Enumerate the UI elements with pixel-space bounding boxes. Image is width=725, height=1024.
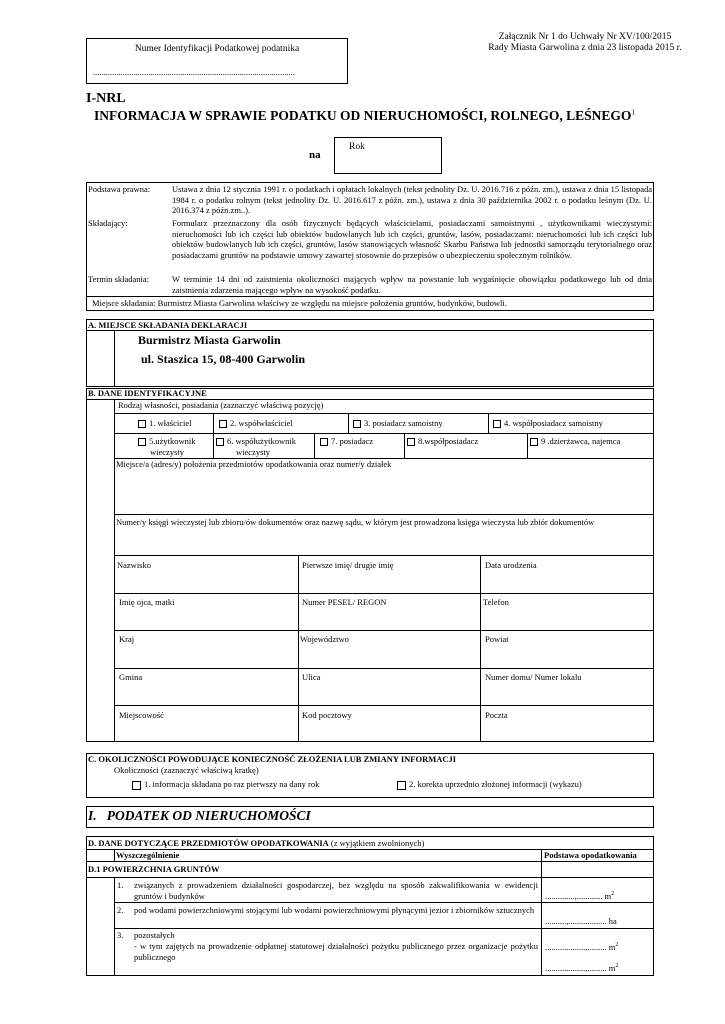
owner-option-1[interactable] bbox=[138, 418, 191, 429]
county-field[interactable]: Powiat bbox=[485, 634, 509, 644]
section-b-header: B. DANE IDENTYFIKACYJNE bbox=[88, 388, 207, 398]
year-field[interactable] bbox=[334, 137, 442, 174]
nip-box bbox=[86, 38, 348, 84]
circumstance-option-2-label: 2. korekta uprzednio złożonej informacji (wykazu) bbox=[409, 779, 582, 789]
house-number-field[interactable]: Numer domu/ Numer lokalu bbox=[485, 672, 582, 682]
pesel-field[interactable]: Numer PESEL/ REGON bbox=[302, 597, 387, 607]
row-value-field-2[interactable] bbox=[545, 961, 618, 973]
row-value: ...................,......... bbox=[545, 941, 609, 952]
section-c-sub: Okoliczności (zaznaczyć właściwą kratkę) bbox=[114, 765, 259, 775]
row-unit-sup: 2 bbox=[615, 963, 619, 969]
checkbox-icon bbox=[407, 438, 415, 446]
nip-label: Numer Identyfikacji Podatkowej podatnika bbox=[134, 44, 300, 54]
checkbox-icon bbox=[132, 781, 141, 790]
owner-option-3-label: 3. posiadacz samoistny bbox=[364, 418, 443, 428]
postal-code-field[interactable]: Kod pocztowy bbox=[302, 710, 352, 720]
filer-label: Składający: bbox=[88, 218, 128, 228]
owner-option-6[interactable] bbox=[216, 436, 296, 457]
register-field[interactable]: Numer/y księgi wieczystej lub zbioru/ów dokumentów oraz nazwę sądu, w którym jest prowadzona księga wieczysta lub zbiór dokumentów bbox=[116, 517, 595, 527]
row-unit: m bbox=[608, 941, 616, 952]
basis-label: Podstawa prawna: bbox=[88, 184, 151, 194]
owner-option-2-label: 2. współwłaściciel bbox=[230, 418, 293, 428]
circumstance-option-2[interactable] bbox=[397, 779, 582, 790]
owner-option-7[interactable] bbox=[320, 436, 373, 447]
owner-option-7-label: 7. posiadacz bbox=[331, 436, 374, 446]
owner-option-4-label: 4. współposiadacz samoistny bbox=[504, 418, 603, 428]
row-unit: m bbox=[608, 962, 616, 973]
phone-field[interactable]: Telefon bbox=[483, 597, 509, 607]
row-description: pozostałych bbox=[134, 930, 175, 940]
nip-input[interactable]: ............................................................................................... bbox=[93, 67, 295, 77]
city-field[interactable]: Miejscowość bbox=[119, 710, 164, 720]
basis-text: Ustawa z dnia 12 stycznia 1991 r. o podatkach i opłatach lokalnych (tekst jednolity Dz. U. 2016.716 z późn. zm.), ustawa z dnia 15 listopada 1984 r. o podatku rolnym (tekst jednolity Dz. U. 2016.617 z późn. zm.), ustawa z dnia 30 października 2002 r. o podatku leśnym (Dz. U. 2016.374 z późn.zm..). bbox=[172, 184, 652, 215]
surname-field[interactable]: Nazwisko bbox=[117, 560, 151, 570]
deadline-text: W terminie 14 dni od zaistnienia okoliczności mających wpływ na powstanie lub wygaśnięcie obowiązku podatkowego lub od dnia zaistnienia zdarzenia mającego wpływ na wysokość podatku. bbox=[172, 274, 652, 295]
owner-option-3[interactable] bbox=[353, 418, 443, 429]
row-unit-sup: 2 bbox=[615, 942, 619, 948]
checkbox-icon bbox=[320, 438, 328, 446]
owner-option-9-label: 9 .dzierżawca, najemca bbox=[541, 436, 621, 446]
row-value-field[interactable] bbox=[545, 889, 614, 901]
checkbox-icon bbox=[493, 420, 501, 428]
owner-option-9[interactable] bbox=[530, 436, 620, 447]
owner-option-8-label: 8.współposiadacz bbox=[418, 436, 479, 446]
row-unit: m bbox=[604, 890, 612, 901]
owner-option-5[interactable] bbox=[138, 436, 196, 457]
post-office-field[interactable]: Poczta bbox=[485, 710, 508, 720]
owner-option-1-label: 1. właściciel bbox=[149, 418, 192, 428]
owner-option-5-label: 5.użytkownik bbox=[149, 436, 196, 446]
place-text: Miejsce składania: Burmistrz Miasta Garwolina właściwy ze względu na miejsce położenia gruntów, budynków, budowli. bbox=[92, 298, 507, 308]
checkbox-icon bbox=[530, 438, 538, 446]
street-field[interactable]: Ulica bbox=[302, 672, 321, 682]
column-tax-base: Podstawa opodatkowania bbox=[544, 850, 637, 860]
checkbox-icon bbox=[138, 438, 146, 446]
first-names-field[interactable]: Pierwsze imię/ drugie imię bbox=[302, 560, 394, 570]
circumstance-option-1[interactable] bbox=[132, 779, 319, 790]
section-a-header: A. MIEJSCE SKŁADANIA DEKLARACJI bbox=[88, 320, 248, 330]
row-unit-sup: 2 bbox=[611, 891, 615, 897]
section-c-header: C. OKOLICZNOŚCI POWODUJĄCE KONIECZNOŚĆ ZŁOŻENIA LUB ZMIANY INFORMACJI bbox=[88, 754, 457, 764]
voivodeship-field[interactable]: Województwo bbox=[300, 634, 349, 644]
form-title bbox=[94, 108, 635, 124]
owner-option-6-label-2: wieczysty bbox=[236, 446, 270, 457]
row-number: 2. bbox=[117, 905, 124, 915]
row-subdescription: - w tym zajętych na prowadzenie odpłatnej statutowej działalności pożytku publicznego przez organizacje pożytku publicznego bbox=[134, 941, 538, 962]
owner-option-4[interactable] bbox=[493, 418, 603, 429]
attachment-line-1: Załącznik Nr 1 do Uchwały Nr XV/100/2015 bbox=[498, 32, 672, 42]
footnote-mark: 1 bbox=[631, 108, 635, 117]
attachment-note bbox=[470, 32, 700, 54]
deadline-label: Termin składania: bbox=[88, 274, 150, 284]
row-number: 1. bbox=[117, 880, 124, 890]
attachment-line-2: Rady Miasta Garwolina z dnia 23 listopada 2015 r. bbox=[488, 43, 682, 53]
checkbox-icon bbox=[216, 438, 224, 446]
row-description: pod wodami powierzchniowymi stojącymi lub wodami powierzchniowymi płynącymi jezior i zbiorników sztucznych bbox=[134, 905, 535, 915]
checkbox-icon bbox=[353, 420, 361, 428]
owner-option-5-label-2: wieczysty bbox=[150, 446, 184, 457]
owner-option-6-label: 6. współużytkownik bbox=[227, 436, 296, 446]
country-field[interactable]: Kraj bbox=[119, 634, 135, 644]
form-code: I-NRL bbox=[86, 91, 126, 106]
d1-header: D.1 POWIERZCHNIA GRUNTÓW bbox=[88, 864, 220, 874]
checkbox-icon bbox=[397, 781, 406, 790]
row-value: ...................,......... bbox=[545, 962, 609, 973]
section-d-title: D. DANE DOTYCZĄCE PRZEDMIOTÓW OPODATKOWANIA bbox=[88, 838, 329, 848]
row-value: ..........,.................. bbox=[545, 916, 609, 926]
row-unit: ha bbox=[608, 916, 617, 926]
owner-option-2[interactable] bbox=[219, 418, 293, 429]
section-d-note: (z wyjątkiem zwolnionych) bbox=[330, 838, 425, 848]
office-name: Burmistrz Miasta Garwolin bbox=[138, 333, 281, 347]
checkbox-icon bbox=[138, 420, 146, 428]
parents-names-field[interactable]: Imię ojca, matki bbox=[119, 597, 175, 607]
year-label: Rok bbox=[349, 142, 365, 152]
row-value-field[interactable] bbox=[545, 916, 617, 927]
row-value-field[interactable] bbox=[545, 940, 618, 952]
row-description: związanych z prowadzeniem działalności gospodarczej, bez względu na sposób zakwalifikowania w ewidencji gruntów i budynków bbox=[134, 880, 538, 901]
circumstance-option-1-label: 1. informacja składana po raz pierwszy na dany rok bbox=[144, 779, 320, 789]
birth-date-field[interactable]: Data urodzenia bbox=[485, 560, 537, 570]
commune-field[interactable]: Gmina bbox=[119, 672, 143, 682]
section-i-header: I. PODATEK OD NIERUCHOMOŚCI bbox=[88, 808, 311, 823]
location-field[interactable]: Miejsce/a (adres/y) położenia przedmiotów opodatkowania oraz numer/y działek bbox=[116, 459, 392, 469]
office-address: ul. Staszica 15, 08-400 Garwolin bbox=[141, 352, 305, 366]
section-d-header bbox=[88, 838, 424, 849]
ownership-label: Rodzaj własności, posiadania (zaznaczyć właściwą pozycję) bbox=[118, 400, 324, 410]
na-label: na bbox=[309, 149, 321, 161]
row-value: ..............,............ bbox=[545, 890, 605, 901]
form-title-text: INFORMACJA W SPRAWIE PODATKU OD NIERUCHOMOŚCI, ROLNEGO, LEŚNEGO bbox=[94, 108, 632, 123]
column-specification: Wyszczególnienie bbox=[116, 850, 180, 860]
owner-option-8[interactable] bbox=[407, 436, 478, 447]
filer-text: Formularz przeznaczony dla osób fizycznych będących właścicielami, posiadaczami samoistnymi , użytkownikami wieczystymi: nieruchomości lub ich części lub obiektów budowlanych lub ich części, gruntów, lasów, posiadaczami: nieruchomości lub ich części lub obiektów budowlanych lub ich części, gruntów, lasów stanowiących własność Skarbu Państwa lub jednostki samorządu terytorialnego oraz posiadaczami gruntów na podstawie umowy zawartej stosownie do przepisów o ubezpieczeniu społecznym rolników. bbox=[172, 218, 652, 260]
checkbox-icon bbox=[219, 420, 227, 428]
row-number: 3. bbox=[117, 930, 124, 940]
